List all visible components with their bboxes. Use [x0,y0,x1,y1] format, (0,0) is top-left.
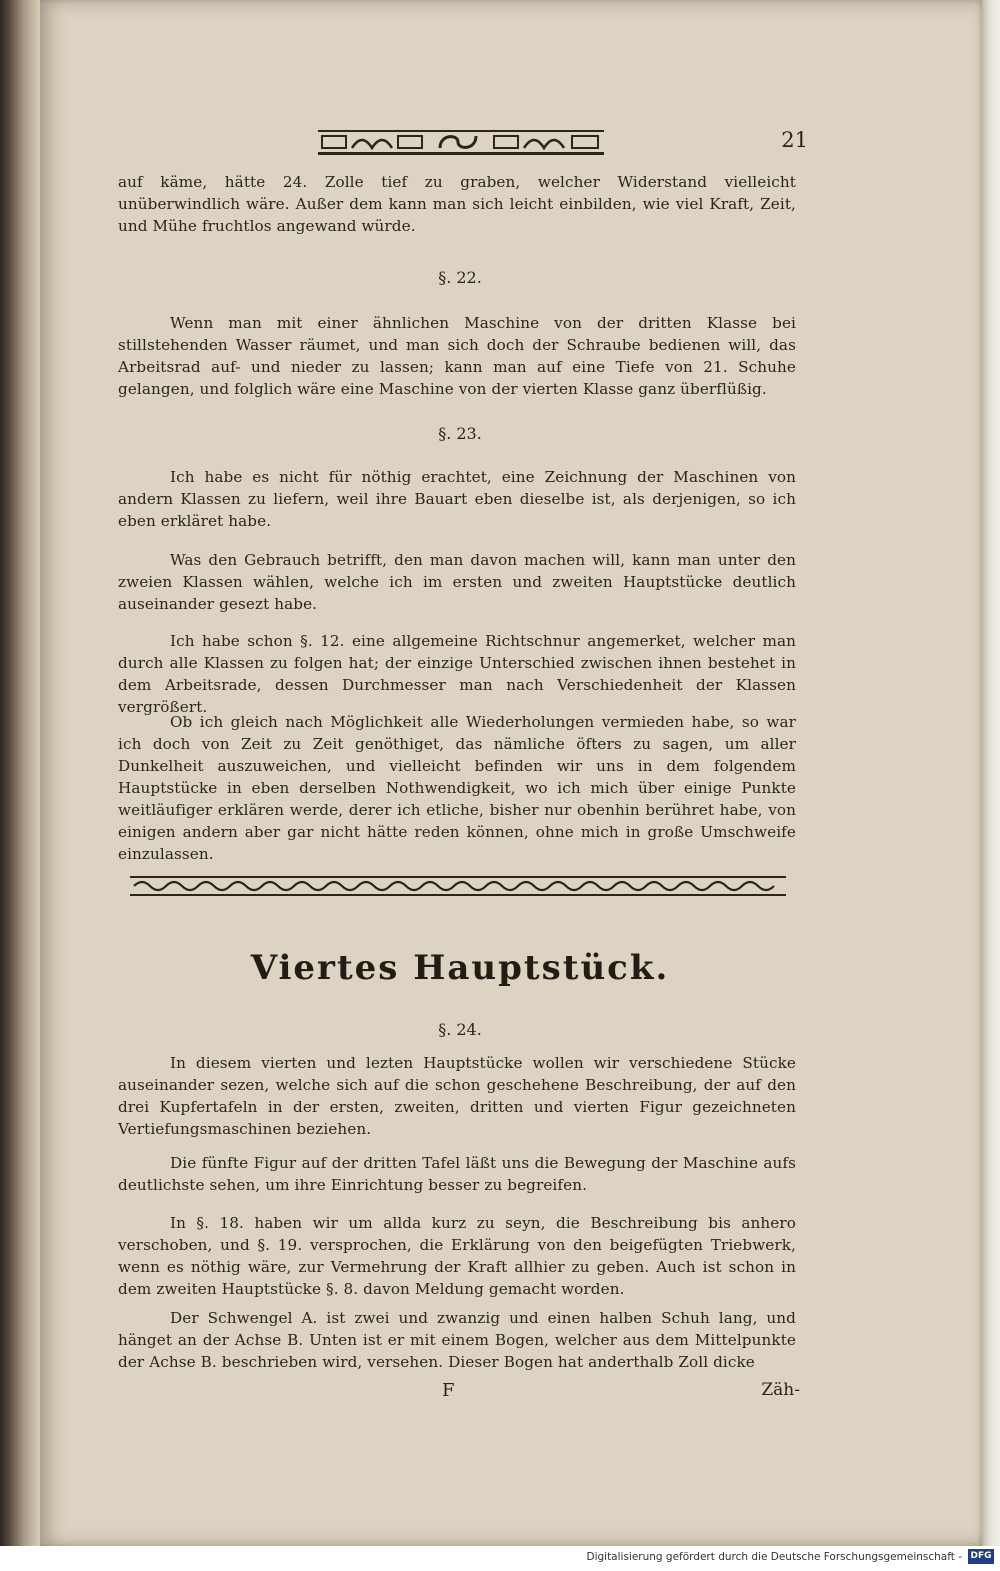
paragraph-24-1: In diesem vierten und lezten Hauptstücke wollen wir verschiedene Stücke auseinander sezen, welche sich auf die schon geschehene Beschreibung, der auf den drei Kupfertafeln in der ersten, zweiten, dritten und vierten Figur gezeichneten Vertiefungsmaschinen beziehen. [118,1054,796,1138]
paragraph-24-4: Der Schwengel A. ist zwei und zwanzig und einen halben Schuh lang, und hänget an der Achse B. Unten ist er mit einem Bogen, welcher aus dem Mittelpunkte der Achse B. beschrieben wird, versehen. Dieser Bogen hat anderthalb Zoll dicke [118,1309,796,1371]
left-page-edge [0,0,40,1571]
section-heading-22: §. 22. [438,268,482,287]
ornamental-divider [130,872,786,900]
paragraph-23-1: Ich habe es nicht für nöthig erachtet, eine Zeichnung der Maschinen von andern Klassen zu liefern, weil ihre Bauart eben dieselbe ist, als derjenigen, so ich eben erkläret habe. [118,468,796,530]
paragraph-23-4: Ob ich gleich nach Möglichkeit alle Wiederholungen vermieden habe, so war ich doch von Zeit zu Zeit genöthiget, das nämliche öfters zu sagen, um aller Dunkelheit auszuweichen, und vielleicht befinden wir uns in dem folgendem Hauptstücke in eben derselben Nothwendigkeit, wo ich mich über einige Punkte weitläufiger erklären werde, derer ich etliche, bisher nur obenhin berühret habe, von einigen andern aber gar nicht hätte reden können, ohne mich in große Umschweife einzulassen. [118,713,796,863]
paragraph-22-1: Wenn man mit einer ähnlichen Maschine von der dritten Klasse bei stillstehenden Wasser räumet, und man sich doch der Schraube bedienen will, das Arbeitsrad auf- und nieder zu lassen; kann man auf eine Tiefe von 21. Schuhe gelangen, und folglich wäre eine Maschine von der vierten Klasse ganz überflüßig. [118,314,796,398]
chapter-title: Viertes Hauptstück. [250,948,670,988]
page-edge-right [982,0,1000,1546]
paragraph-23-2: Was den Gebrauch betrifft, den man davon machen will, kann man unter den zweien Klassen wählen, welche ich im ersten und zweiten Hauptstücke deutlich auseinander gesezt habe. [118,551,796,613]
section-heading-23: §. 23. [438,424,482,443]
paragraph-24-3: In §. 18. haben wir um allda kurz zu seyn, die Beschreibung bis anhero verschoben, und §. 19. versprochen, die Erklärung von den beigefügten Triebwerk, wenn es nöthig wäre, zur Vermehrung der Kraft allhier zu geben. Auch ist schon in dem zweiten Hauptstücke §. 8. davon Meldung gemacht worden. [118,1214,796,1298]
dfg-logo: DFG [968,1549,994,1564]
paragraph-23-3: Ich habe schon §. 12. eine allgemeine Richtschnur angemerket, welcher man durch alle Klassen zu folgen hat; der einzige Unterschied zwischen ihnen bestehet in dem Arbeitsrade, dessen Durchmesser man nach Verschiedenheit der Klassen vergrößert. [118,632,796,716]
paragraph-24-2: Die fünfte Figur auf der dritten Tafel läßt uns die Bewegung der Maschine aufs deutlichste sehen, um ihre Einrichtung besser zu begreifen. [118,1154,796,1194]
signature-mark: F [442,1380,455,1401]
header-ornament [318,128,604,158]
paragraph-continuation: auf käme, hätte 24. Zolle tief zu graben, welcher Widerstand vielleicht unüberwindlich wäre. Außer dem kann man sich leicht einbilden, wie viel Kraft, Zeit, und Mühe fruchtlos angewand würde. [118,173,796,235]
digitization-credit: Digitalisierung gefördert durch die Deutsche Forschungsgemeinschaft - [586,1551,962,1563]
page-number: 21 [781,128,808,152]
section-heading-24: §. 24. [438,1020,482,1039]
catchword: Zäh- [761,1380,800,1400]
